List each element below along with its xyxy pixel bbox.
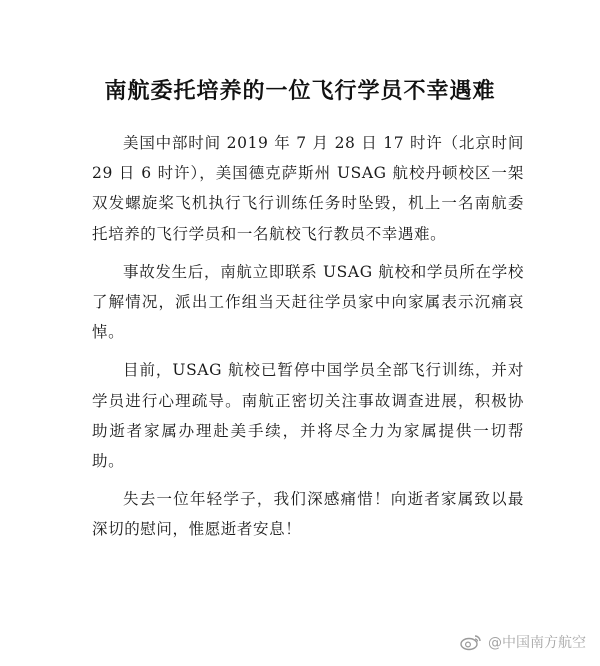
paragraph: 目前，USAG 航校已暂停中国学员全部飞行训练，并对学员进行心理疏导。南航正密切关注事故调查进展，积极协助逝者家属办理赴美手续，并将尽全力为家属提供一切帮助。 (92, 361, 524, 471)
paragraph: 失去一位年轻学子，我们深感痛惜！向逝者家属致以最深切的慰问，惟愿逝者安息！ (92, 490, 524, 539)
document-body (92, 128, 524, 553)
watermark (460, 632, 586, 652)
paragraph: 美国中部时间 2019 年 7 月 28 日 17 时许（北京时间 29 日 6 时许），美国德克萨斯州 USAG 航校丹顿校区一架双发螺旋桨飞机执行飞行训练任务时坠毁，机上一名南航委托培养的飞行学员和一名航校飞行教员不幸遇难。 (92, 134, 524, 243)
document-title: 南航委托培养的一位飞行学员不幸遇难 (104, 79, 496, 104)
paragraph: 事故发生后，南航立即联系 USAG 航校和学员所在学校了解情况，派出工作组当天赶往学员家中向家属表示沉痛哀悼。 (92, 262, 524, 342)
weibo-icon (460, 633, 482, 651)
watermark-text: @中国南方航空 (488, 635, 586, 651)
